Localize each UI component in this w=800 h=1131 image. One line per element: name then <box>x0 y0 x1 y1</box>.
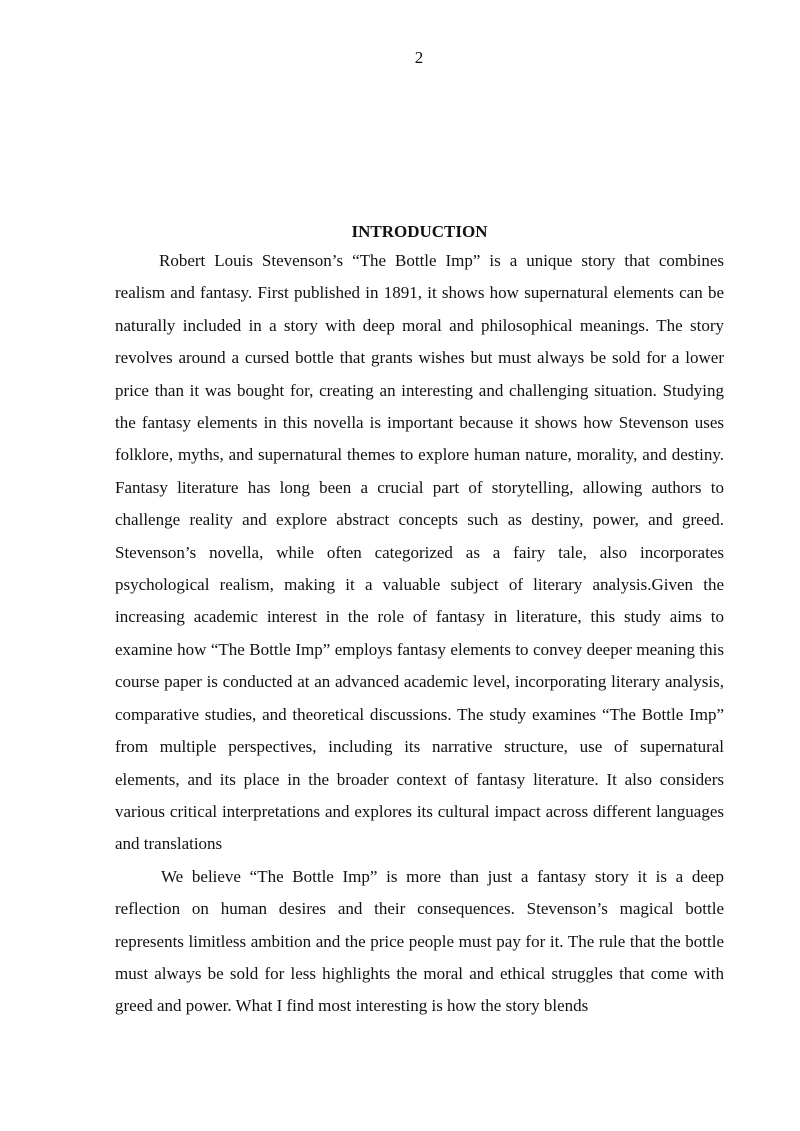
document-body <box>115 219 724 1023</box>
paragraph-1: Robert Louis Stevenson’s “The Bottle Imp” is a unique story that combines realism and fantasy. First published in 1891, it shows how supernatural elements can be naturally included in a story with deep moral and philosophical meanings. The story revolves around a cursed bottle that grants wishes but must always be sold for a lower price than it was bought for, creating an interesting and challenging situation. Studying the fantasy elements in this novella is important because it shows how Stevenson uses folklore, myths, and supernatural themes to explore human nature, morality, and destiny. Fantasy literature has long been a crucial part of storytelling, allowing authors to challenge reality and explore abstract concepts such as destiny, power, and greed. Stevenson’s novella, while often categorized as a fairy tale, also incorporates psychological realism, making it a valuable subject of literary analysis.Given the increasing academic interest in the role of fantasy in literature, this study aims to examine how “The Bottle Imp” employs fantasy elements to convey deeper meaning this course paper is conducted at an advanced academic level, incorporating literary analysis, comparative studies, and theoretical discussions. The study examines “The Bottle Imp” from multiple perspectives, including its narrative structure, use of supernatural elements, and its place in the broader context of fantasy literature. It also considers various critical interpretations and explores its cultural impact across different languages and translations <box>115 251 724 854</box>
paragraph-2: We believe “The Bottle Imp” is more than just a fantasy story it is a deep reflection on human desires and their consequences. Stevenson’s magical bottle represents limitless ambition and the price people must pay for it. The rule that the bottle must always be sold for less highlights the moral and ethical struggles that come with greed and power. What I find most interesting is how the story blends <box>115 866 724 1016</box>
page-number: 2 <box>414 48 424 67</box>
section-heading: INTRODUCTION <box>351 222 488 241</box>
